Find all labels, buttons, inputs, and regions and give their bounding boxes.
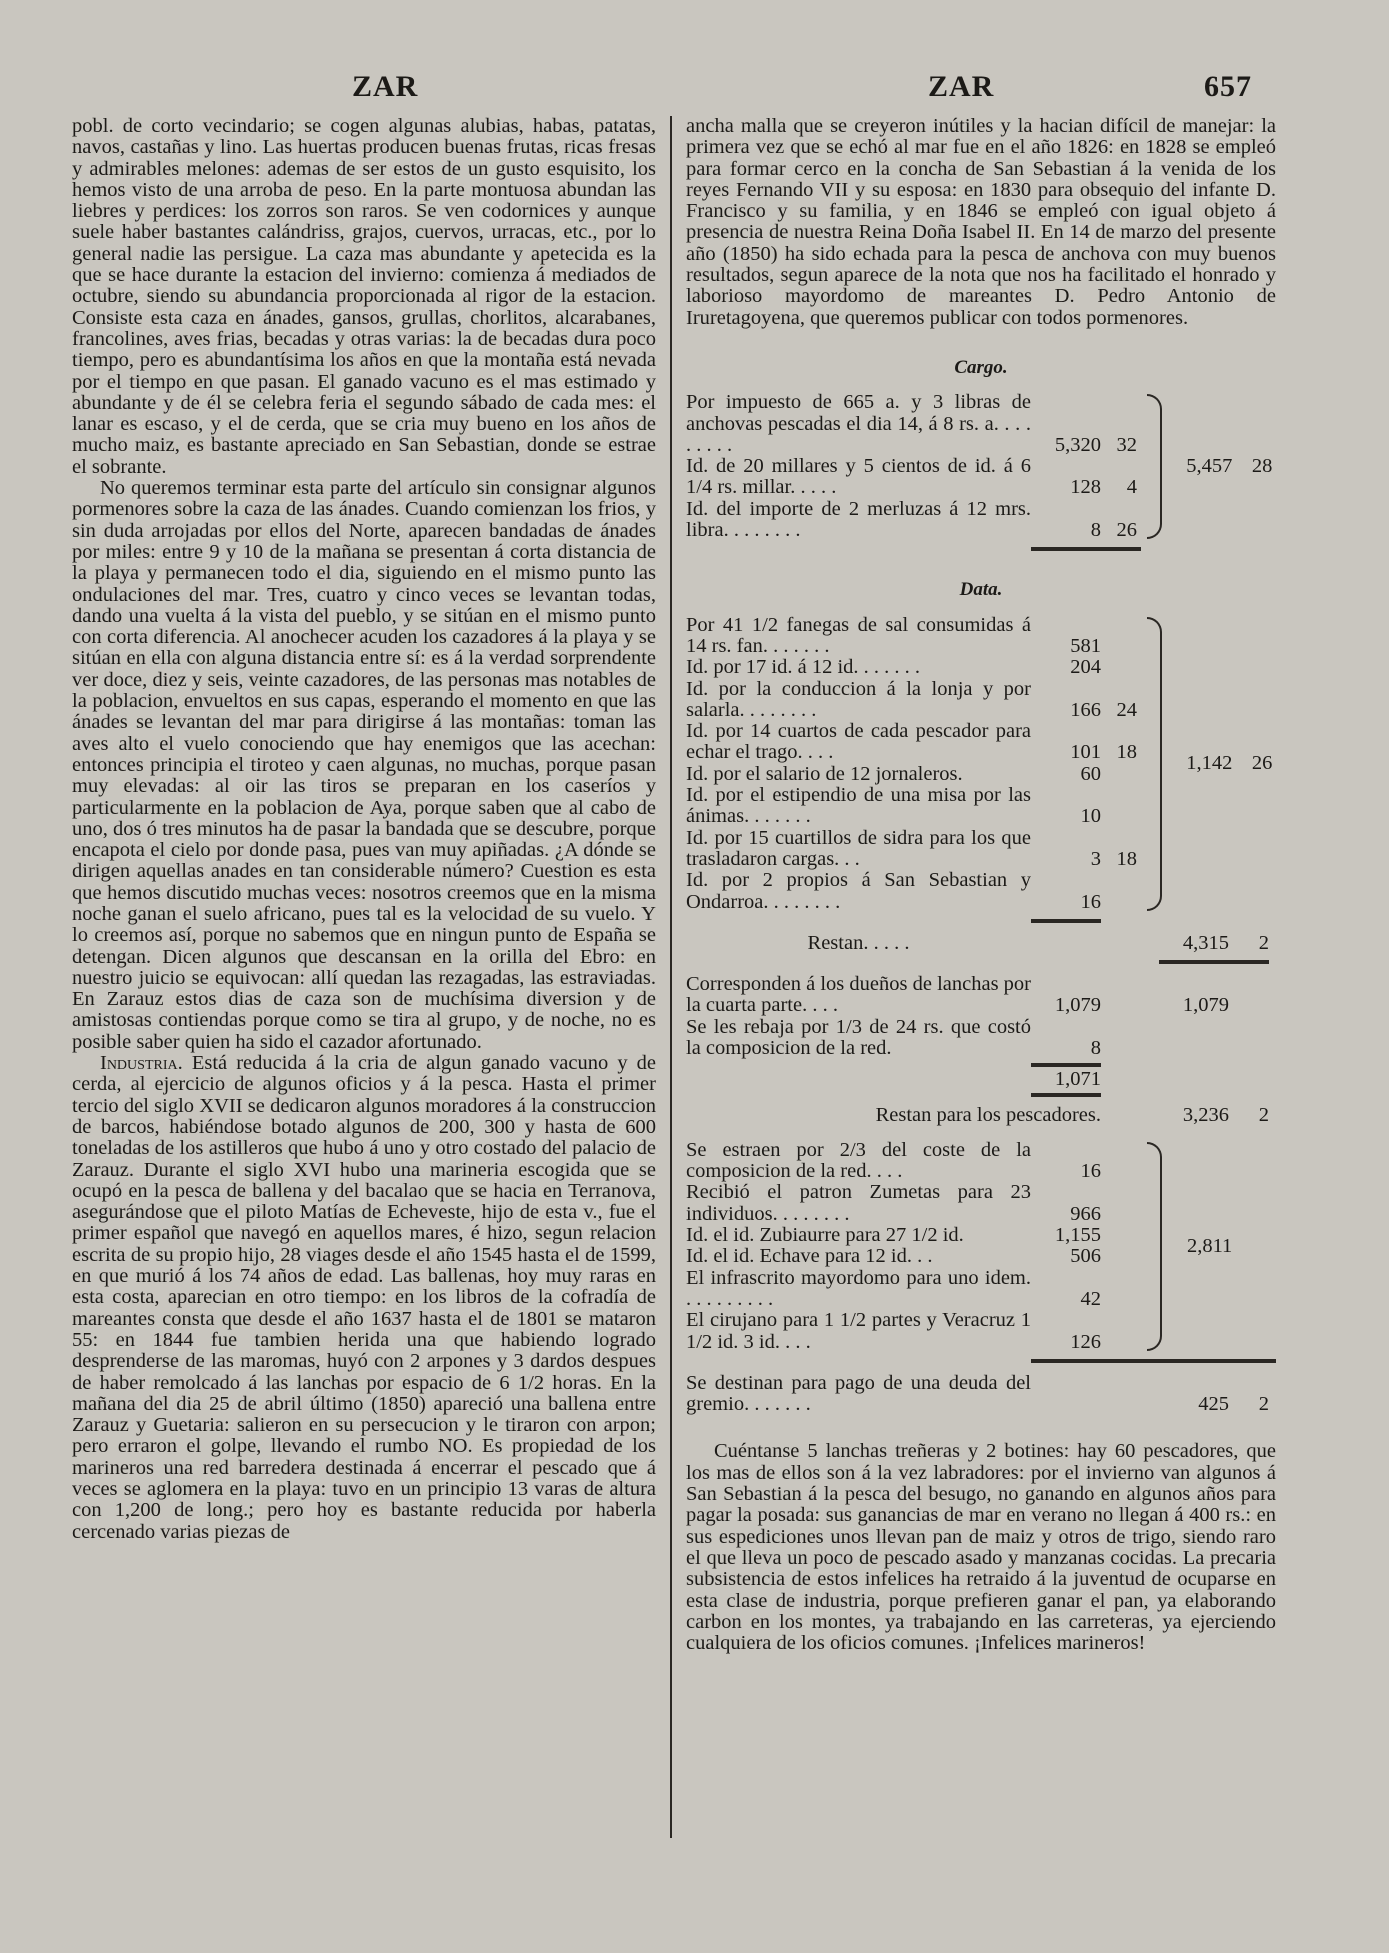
duenos-row: Corresponden á los dueños de lanchas por la cuarta parte. . . . 1,079 1,079 [686,973,1229,1017]
column-divider [670,116,672,1838]
right-running-head: ZAR [928,70,995,103]
cargo-row: Por impuesto de 665 a. y 3 libras de anchovas pescadas el dia 14, á 8 rs. a. . . . . . . . . 5,320 32 [686,391,1137,456]
page-number: 657 [1204,70,1252,103]
cargo-row: Id. del importe de 2 merluzas á 12 mrs. libra. . . . . . . . 8 26 [686,497,1137,542]
sum-rule [1031,547,1141,551]
gremio-row: Se destinan para pago de una deuda del gremio. . . . . . . 425 2 [686,1371,1269,1416]
sum-rule [1031,1359,1276,1363]
data-row: Id. por 14 cuartos de cada pescador para echar el trago. . . . 101 18 [686,720,1137,764]
paragraph: No queremos terminar esta parte del artículo sin consignar algunos pormenores sobre la caza de las ánades. Cuando comienzan los frios, y sin duda arrojadas por ellos del Norte, aparecen bandadas de ánades por miles: entre 9 y 10 de la mañana se presentan á corta distancia de la playa y permanecen todo el dia, siguiendo en el mismo punto las ondulaciones del mar. Tres, cuatro y cinco veces se levantan todas, dando una vuelta á la vista del pueblo, y se sitúan en el mismo punto con corta diferencia. Al anochecer acuden los cazadores á la playa y se sitúan en ella con alguna distancia entre sí: es á la verdad sorprendente ver doce, diez y seis, veinte cazadores, de las personas mas notables de la poblacion, envueltos en sus capas, esperando el momento en que las ánades se levantan del mar para dirigirse á las montañas: toman las aves alto el vuelo conociendo que hay enemigos que las acechan: entonces principia el tiroteo y caen algunas, no muchas, porque pasan muy elevadas: al oir las tiros se preparan en los caseríos y particularmente en la poblacion de Aya, porque saben que al cabo de uno, dos ó tres minutos ha de pasar la bandada que se descubre, porque encapota el cielo por donde pasa, pues van muy apiñadas. ¿A dónde se dirigen aquellas anades en tan considerable número? Cuestion es esta que hemos discutido muchas veces: nosotros creemos que en la misma noche ganan el suelo africano, pues tal es la velocidad de su vuelo. Y lo creemos así, porque no sabemos que en ningun punto de España se detengan. Dicen algunos que descansan en la orilla del Ebro: en nuestro juicio se equivocan: allí quedan las rezagadas, las estraviadas. En Zarauz estos dias de caza son de muchísima diversion y de amistosas contiendas porque como se tira al grupo, y de noche, no es posible saber quien ha sido el cazador afortunado. [72,477,656,1053]
estraen-total: 2,811 [1186,1234,1233,1257]
estraen-row: El infrascrito mayordomo para uno idem. . . . . . . . . . 42 [686,1266,1101,1310]
sum-rule [1159,960,1269,964]
estraen-row: El cirujano para 1 1/2 partes y Veracruz 1 1/2 id. 3 id. . . . 126 [686,1309,1101,1353]
data-row: Id. por la conduccion á la lonja y por salarla. . . . . . . . 166 24 [686,677,1137,721]
sum-rule [1031,919,1101,923]
brace [1147,617,1163,911]
cargo-row: Id. de 20 millares y 5 cientos de id. á 6 1/4 rs. millar. . . . . 128 4 [686,455,1137,499]
data-row: Id. por 15 cuartillos de sidra para los que trasladaron cargas. . . 3 18 [686,826,1137,870]
paragraph-industria [72,1053,656,1543]
brace [1147,394,1163,539]
section-label: Industria. [100,1052,183,1075]
duenos-row: Se les rebaja por 1/3 de 24 rs. que costó la composicion de la red. 8 [686,1015,1101,1059]
paragraph: Cuéntanse 5 lanchas treñeras y 2 botines: hay 60 pescadores, que los mas de ellos son á la vez labradores: por el invierno van algunos á San Sebastian á la pesca del besugo, no ganando en algunos años para pagar la posada: sus ganancias de mar en verano no llegan á 400 rs.: en sus espediciones unos llevan pan de maiz y otros de trigo, siendo raro el que lleva un poco de pescado asado y manzanas cocidas. La precaria subsistencia de estos infelices ha retraido á la juventud de ocuparse en esta clase de industria, porque prefieren ganar el pan, ya elaborando carbon en los montes, ya trabajando en las carreteras, ya ejerciendo cualquiera de los oficios comunes. ¡Infelices marineros! [686,1440,1276,1655]
right-column [686,116,1276,1856]
data-row: Id. por 17 id. á 12 id. . . . . . . 204 [686,656,1101,679]
data-total: 1,142 26 [1186,752,1273,775]
left-column [72,116,656,1856]
data-row: Id. por el estipendio de una misa por las ánimas. . . . . . . 10 [686,784,1101,828]
duenos-net-row: 1,071 [1054,1068,1101,1091]
brace [1147,1142,1163,1351]
cargo-heading: Cargo. [954,356,1008,378]
data-row: Id. por el salario de 12 jornaleros. 60 [686,762,1101,785]
estraen-table [686,1140,1276,1353]
left-running-head: ZAR [352,70,419,103]
data-heading: Data. [959,579,1003,601]
data-row: Id. por 2 propios á San Sebastian y Ondarroa. . . . . . . . 16 [686,869,1101,913]
estraen-row: Id. el id. Zubiaurre para 27 1/2 id. 1,155 [686,1224,1101,1247]
paragraph: pobl. de corto vecindario; se cogen algunas alubias, habas, patatas, navos, castañas y lino. Las huertas producen buenas frutas, ricas fresas y admirables melones: ademas de ser estos de un gusto esquisito, los hemos visto de una arroba de peso. En la parte montuosa abundan las liebres y perdices: los zorros son raros. Se ven codornices y aunque suele haber bastantes calándriss, grajos, cuervos, urracas, etc., por lo general nadie las persigue. La caza mas abundante y apetecida es la que se hace durante la estacion del invierno: comienza á mediados de octubre, siendo su abundancia proporcionada al rigor de la estacion. Consiste esta caza en ánades, gansos, grullas, chorlitos, alcarabanes, francolines, aves frias, becadas y otras varias: la de becadas dura poco tiempo, pero es abundantísima los años en que la montaña está nevada por el tiempo en que pasan. El ganado vacuno es el mas estimado y abundante y de él se celebra feria el segundo sábado de cada mes: el lanar es escaso, y el de cerda, que se cria muy bueno en los años de mucho maiz, es bastante apreciado en San Sebastian, donde se estrae el sobrante. [72,116,656,478]
data-row: Por 41 1/2 fanegas de sal consumidas á 14 rs. fan. . . . . . . 581 [686,613,1101,657]
estraen-row: Id. el id. Echave para 12 id. . . 506 [686,1245,1101,1268]
estraen-row: Recibió el patron Zumetas para 23 individuos. . . . . . . . 966 [686,1181,1101,1225]
cargo-table [686,392,1276,541]
paragraph: ancha malla que se creyeron inútiles y la hacian difícil de manejar: la primera vez que se echó al mar fue en el año 1826: en 1828 se empleó para formar cerco en la concha de San Sebastian á la venida de los reyes Fernando VII y su esposa: en 1830 para obsequio del infante D. Francisco y su familia, y en 1846 se empleó con igual objeto á presencia de nuestra Reina Doña Isabel II. En 14 de marzo del presente año (1850) ha sido echada para la pesca de anchova con muy buenos resultados, segun aparece de la nota que nos ha facilitado el honrado y laborioso mayordomo de mareantes D. Pedro Antonio de Iruretagoyena, que queremos publicar con todos pormenores. [686,116,1276,329]
paragraph-text: Está reducida á la cria de algun ganado vacuno y de cerda, al ejercicio de algunos oficios y á la pesca. Hasta el primer tercio del siglo XVII se dedicaron algunos moradores á la construccion de barcos, habiéndose botado algunos de 200, 300 y hasta de 600 toneladas de los astilleros que hubo á uno y otro costado del palacio de Zarauz. Durante el siglo XVI hubo una marineria escogida que se ocupó en la pesca de ballena y del bacalao que se hacia en Terranova, asegurándose que el piloto Matías de Echeveste, hijo de esta v., fue el primer español que navegó en aquellos mares, é hizo, segun relacion escrita de su propio hijo, 28 viages desde el año 1545 hasta el de 1599, en que murió á los 74 años de edad. Las ballenas, hoy muy raras en esta costa, aparecian en otro tiempo: en los libros de la cofradía de mareantes consta que desde el año 1637 hasta el de 1801 se mataron 55: en 1844 fue tambien herida una que habiendo logrado desprenderse de las maromas, huyó con 2 arpones y 3 dardos despues de haber remolcado á las lanchas por espacio de 6 1/2 horas. En la mañana del dia 25 de abril último (1850) apareció una ballena entre Zarauz y Guetaria: salieron en su persecucion y le tiraron con arpon; pero erraron el golpe, llevando el rumbo NO. Es propiedad de los marineros una red barredera destinada á encerrar el pescado que á veces se aglomera en la playa: tuvo en un principio 13 varas de altura con 1,200 de long.; pero hoy es bastante reducida por haberla cercenado varias piezas de [72,1052,656,1543]
data-table [686,615,1276,913]
cargo-total: 5,457 28 [1186,455,1273,478]
estraen-row: Se estraen por 2/3 del coste de la composicion de la red. . . . 16 [686,1138,1101,1183]
restan-row: Restan. . . . . 4,315 2 [807,931,1269,954]
pescadores-row: Restan para los pescadores. 3,236 2 [875,1103,1269,1126]
